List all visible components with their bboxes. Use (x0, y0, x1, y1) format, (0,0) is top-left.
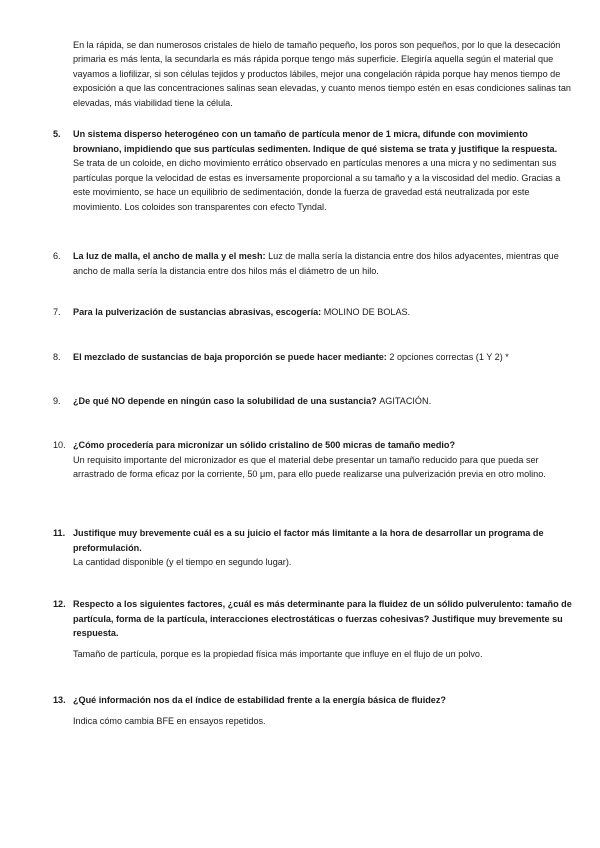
answer-text: Indica cómo cambia BFE en ensayos repetidos. (73, 715, 266, 726)
intro-paragraph: En la rápida, se dan numerosos cristales de hielo de tamaño pequeño, los poros son pequeños, por lo que la desecación primaria es más lenta, la secundarla es más rápida porque tengo más superficie. Elegiría aquella según el material que vayamos a liofilizar, si son células tejidos y productos lábiles, mejor una congelación rápida porque hay menos tiempo de exposición a que las concentraciones salinas sean elevadas, y cuanto menos tiempo estén en esas condiciones salinas tan elevadas, más viabilidad tiene la célula. (73, 40, 571, 108)
question-text: La luz de malla, el ancho de malla y el mesh: (73, 251, 269, 261)
answer-text: MOLINO DE BOLAS. (323, 307, 411, 317)
question-12 (53, 597, 578, 661)
question-number: 13. (53, 695, 66, 705)
question-number: 6. (53, 251, 61, 261)
question-number: 5. (53, 129, 61, 139)
answer-text: Tamaño de partícula, porque es la propiedad física más importante que influye en el flujo de un polvo. (73, 648, 483, 659)
question-9 (53, 394, 578, 409)
answer-text: Luz de malla sería la distancia entre dos hilos adyacentes, mientras que ancho de malla sería la distancia entre dos hilos más el diámetro de un hilo. (73, 251, 559, 276)
question-number: 7. (53, 307, 61, 317)
question-11 (53, 526, 578, 570)
answer-text: La cantidad disponible (y el tiempo en segundo lugar). (73, 557, 292, 568)
question-text: ¿Qué información nos da el índice de estabilidad frente a la energía básica de fluidez? (73, 695, 446, 705)
question-13 (53, 693, 578, 728)
answer-text: 2 opciones correctas (1 Y 2) * (389, 352, 509, 362)
question-8 (53, 350, 578, 365)
question-number: 9. (53, 396, 61, 406)
question-6 (53, 249, 578, 278)
question-text: ¿Cómo procedería para micronizar un sólido cristalino de 500 micras de tamaño medio? (73, 440, 456, 450)
question-number: 10. (53, 440, 66, 450)
question-number: 11. (53, 528, 66, 538)
answer-text: AGITACIÓN. (379, 396, 432, 406)
question-7 (53, 305, 578, 320)
question-5 (53, 127, 578, 215)
question-text: El mezclado de sustancias de baja proporción se puede hacer mediante: (73, 352, 390, 362)
question-text: Para la pulverización de sustancias abrasivas, escogería: (73, 307, 324, 317)
question-number: 12. (53, 599, 66, 609)
question-text: Un sistema disperso heterogéneo con un tamaño de partícula menor de 1 micra, difunde con movimiento browniano, impidiendo que sus partículas sedimenten. Indique de qué sistema se trata y justifique la respuesta. (73, 129, 558, 154)
answer-text: Se trata de un coloide, en dicho movimiento errático observado en partículas menores a una micra y no sedimentan sus partículas porque la velocidad de estas es inversamente proporcional a su tamaño y a la viscosidad del medio. Gracias a este movimiento, se hace un equilibrio de sedimentación, donde la fuerza de gravedad está neutralizada por este movimiento. Los coloides son transparentes con efecto Tyndal. (73, 158, 561, 212)
answer-text: Un requisito importante del micronizador es que el material debe presentar un tamaño reducido para que pueda ser arrastrado de forma eficaz por la corriente, 50 μm, para ello puede realizarse una pulverización previa en otro molino. (73, 454, 546, 480)
question-10 (53, 438, 578, 482)
question-text: Respecto a los siguientes factores, ¿cuál es más determinante para la fluidez de un sólido pulverulento: tamaño de partícula, forma de la partícula, interacciones electrostáticas o fuerzas cohesivas? Justifique muy brevemente su respuesta. (73, 599, 572, 639)
question-text: ¿De qué NO depende en ningún caso la solubilidad de una sustancia? (73, 396, 380, 406)
question-text: Justifique muy brevemente cuál es a su juicio el factor más limitante a la hora de desarrollar un programa de preformulación. (73, 528, 544, 553)
question-number: 8. (53, 352, 61, 362)
